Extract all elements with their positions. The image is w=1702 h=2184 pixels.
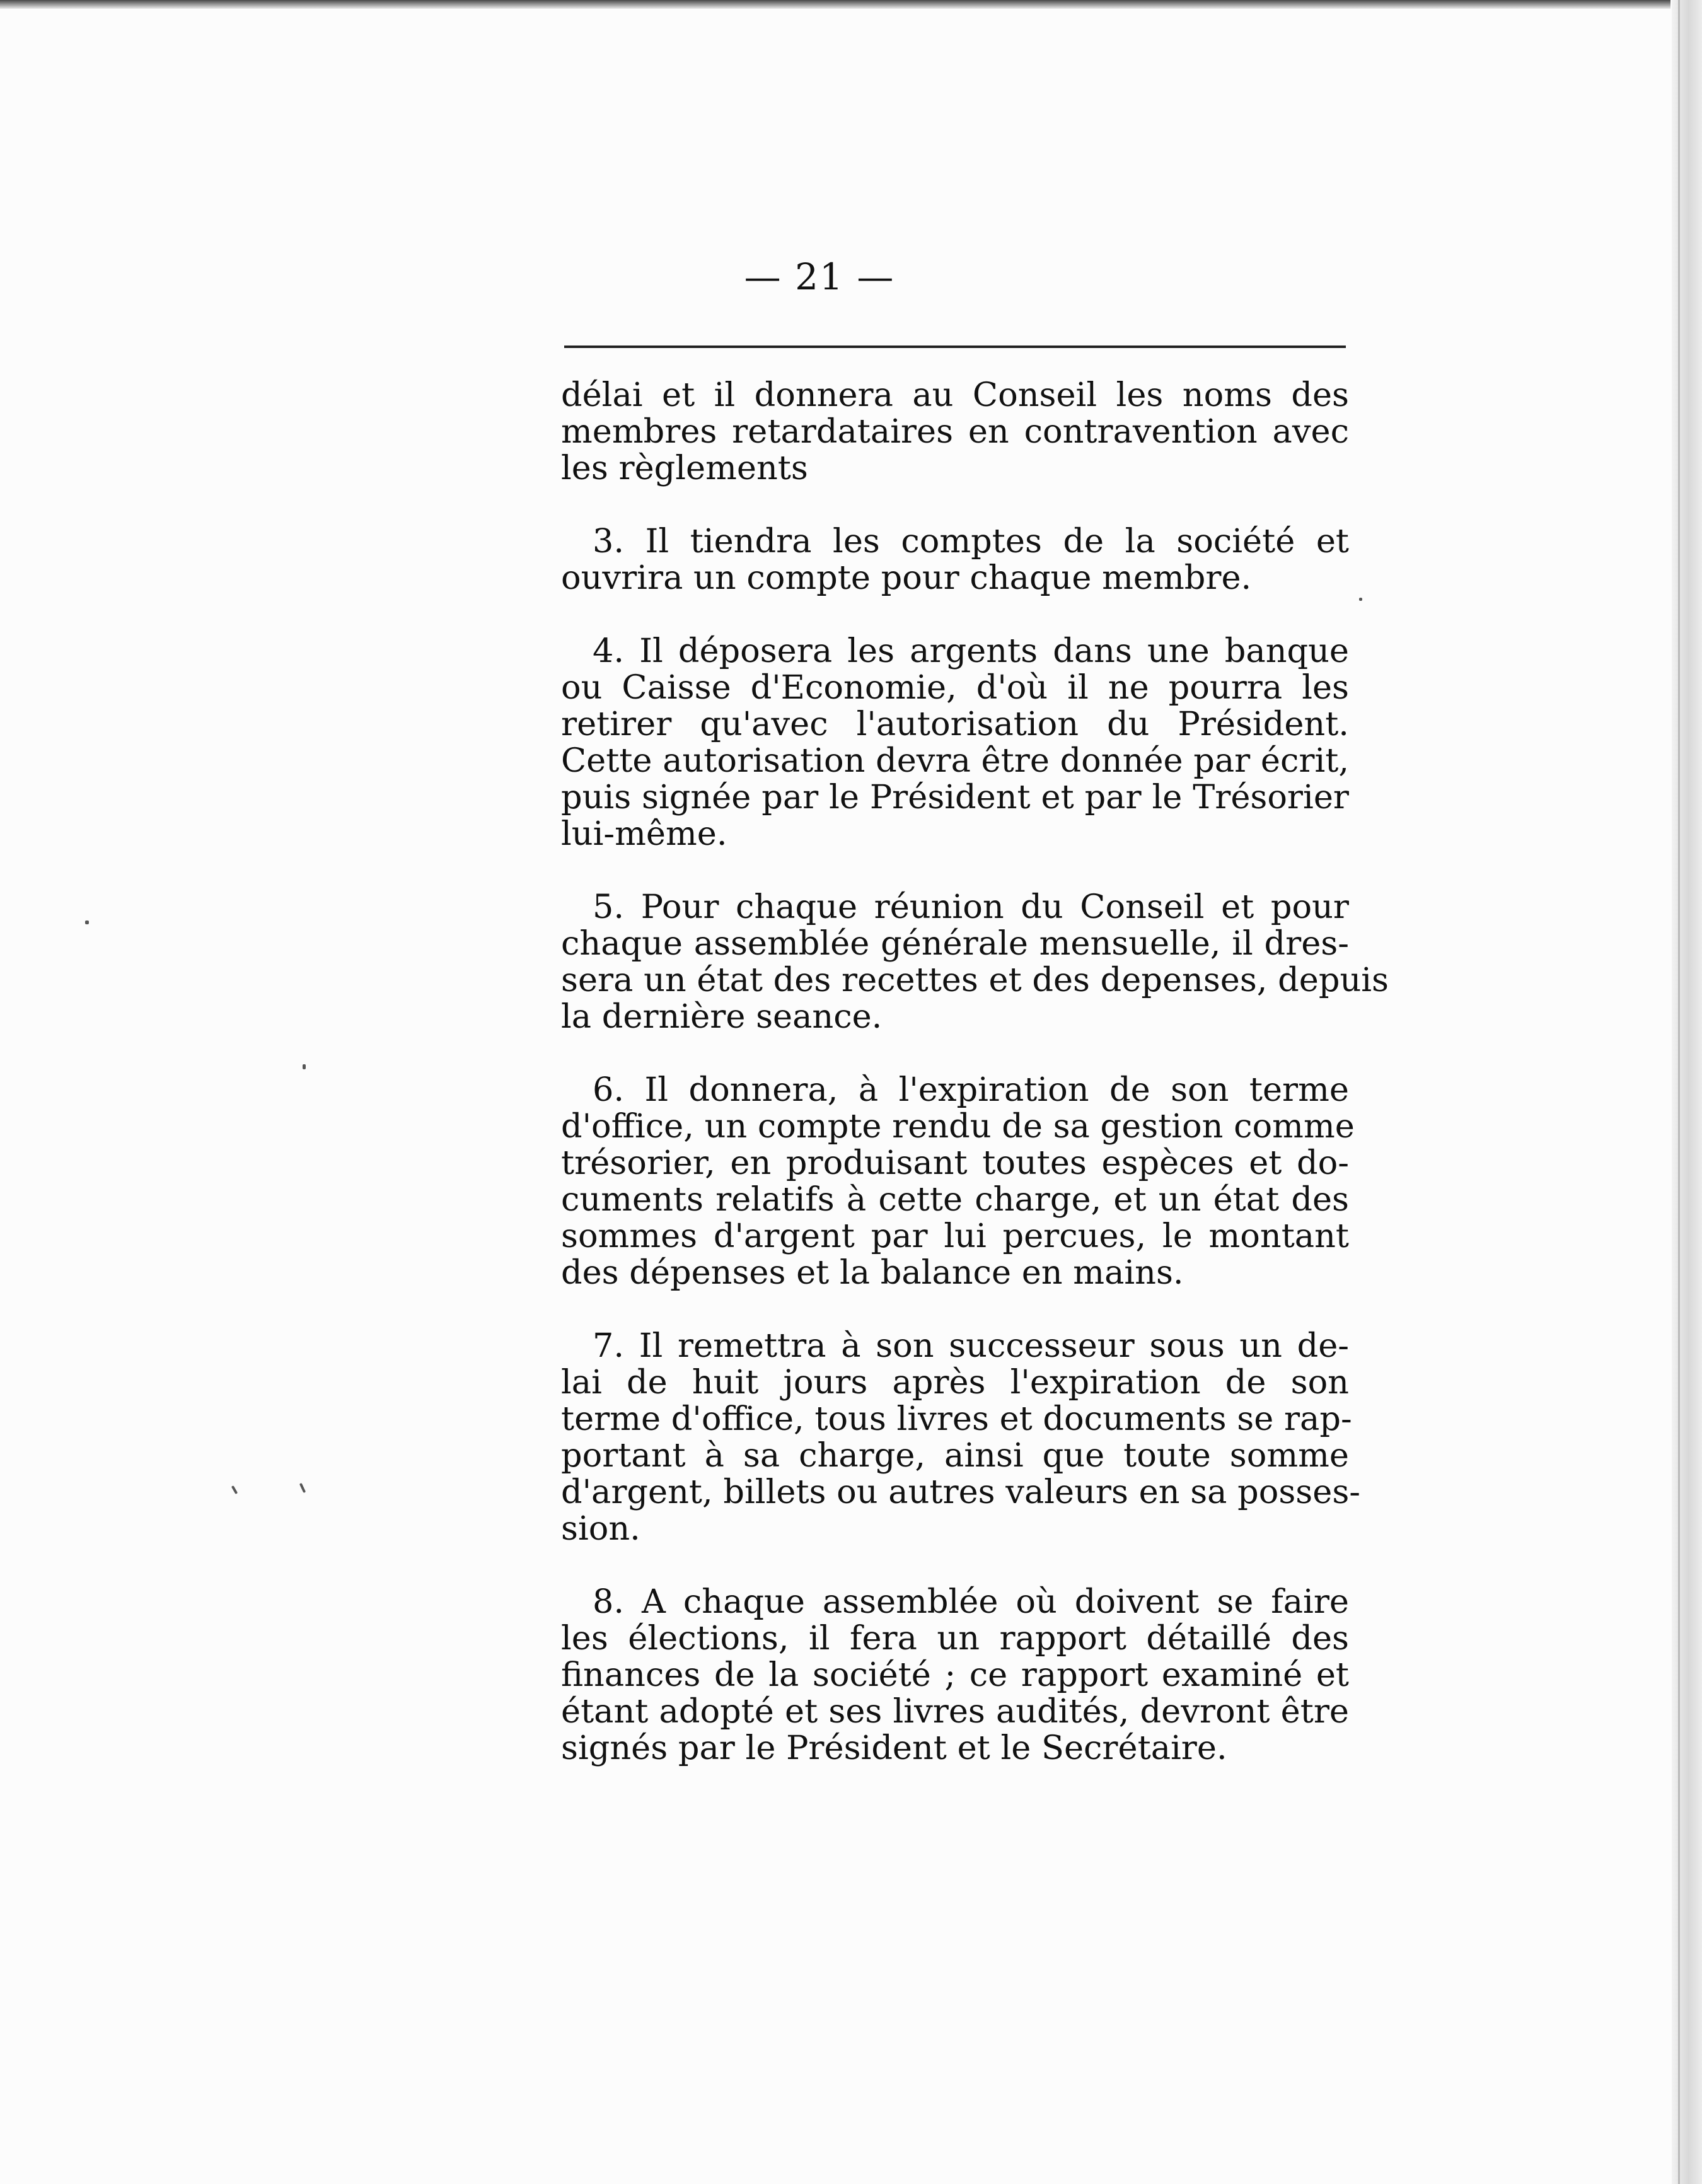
- text-line: sommes d'argent par lui percues, le montant: [561, 1217, 1349, 1255]
- paragraph: [561, 523, 1349, 596]
- paragraph: [561, 888, 1389, 1036]
- text-line: ouvrira un compte pour chaque membre.: [561, 559, 1252, 597]
- text-line: les élections, il fera un rapport détaillé des: [561, 1619, 1349, 1658]
- text-line: Cette autorisation devra être donnée par écrit,: [561, 741, 1350, 780]
- text-line: d'argent, billets ou autres valeurs en sa posses-: [561, 1473, 1360, 1511]
- text-line: d'office, un compte rendu de sa gestion comme: [561, 1107, 1355, 1146]
- text-line: la dernière seance.: [561, 997, 883, 1036]
- text-line: lai de huit jours après l'expiration de son: [561, 1363, 1349, 1402]
- text-line: retirer qu'avec l'autorisation du Président.: [561, 705, 1349, 743]
- text-line: délai et il donnera au Conseil les noms des: [561, 376, 1349, 414]
- scan-right-edge: [1672, 0, 1702, 2184]
- page-number: — 21 —: [744, 255, 895, 298]
- text-line: des dépenses et la balance en mains.: [561, 1253, 1184, 1292]
- body-text: [561, 376, 1389, 1767]
- paragraph: [561, 633, 1349, 852]
- text-line: 8. A chaque assemblée où doivent se faire: [593, 1583, 1349, 1621]
- text-line: lui-même.: [561, 815, 727, 853]
- text-line: 5. Pour chaque réunion du Conseil et pour: [593, 888, 1349, 926]
- text-line: 7. Il remettra à son successeur sous un de-: [593, 1327, 1349, 1365]
- text-line: cuments relatifs à cette charge, et un état des: [561, 1180, 1349, 1219]
- text-line: finances de la société ; ce rapport examiné et: [561, 1656, 1349, 1694]
- text-line: membres retardataires en contravention avec: [561, 412, 1349, 451]
- text-line: 3. Il tiendra les comptes de la société et: [593, 522, 1349, 561]
- paragraph: [561, 1584, 1349, 1767]
- text-line: puis signée par le Président et par le Trésorier: [561, 778, 1349, 816]
- paragraph: [561, 1327, 1360, 1548]
- text-line: 4. Il déposera les argents dans une banque: [593, 632, 1349, 670]
- text-line: chaque assemblée générale mensuelle, il dres-: [561, 924, 1349, 963]
- text-line: signés par le Président et le Secrétaire.: [561, 1729, 1227, 1767]
- scan-speck: [85, 921, 89, 924]
- scan-speck: [231, 1485, 238, 1494]
- paragraph: [561, 1071, 1355, 1292]
- scan-top-edge: [0, 0, 1670, 9]
- text-line: étant adopté et ses livres audités, devront être: [561, 1692, 1349, 1731]
- text-line: sera un état des recettes et des depenses, depuis: [561, 961, 1389, 999]
- text-line: les règlements: [561, 449, 808, 487]
- text-line: terme d'office, tous livres et documents se rap-: [561, 1400, 1352, 1438]
- text-line: 6. Il donnera, à l'expiration de son terme: [593, 1071, 1349, 1109]
- text-line: sion.: [561, 1509, 640, 1548]
- paragraph: [561, 377, 1349, 487]
- header-rule: [564, 346, 1346, 348]
- text-line: trésorier, en produisant toutes espèces et do-: [561, 1144, 1349, 1182]
- scan-speck: [303, 1064, 306, 1069]
- text-line: ou Caisse d'Economie, d'où il ne pourra les: [561, 668, 1349, 707]
- scan-speck: [299, 1483, 306, 1493]
- text-line: portant à sa charge, ainsi que toute somme: [561, 1436, 1349, 1475]
- scan-speck: [1359, 598, 1362, 601]
